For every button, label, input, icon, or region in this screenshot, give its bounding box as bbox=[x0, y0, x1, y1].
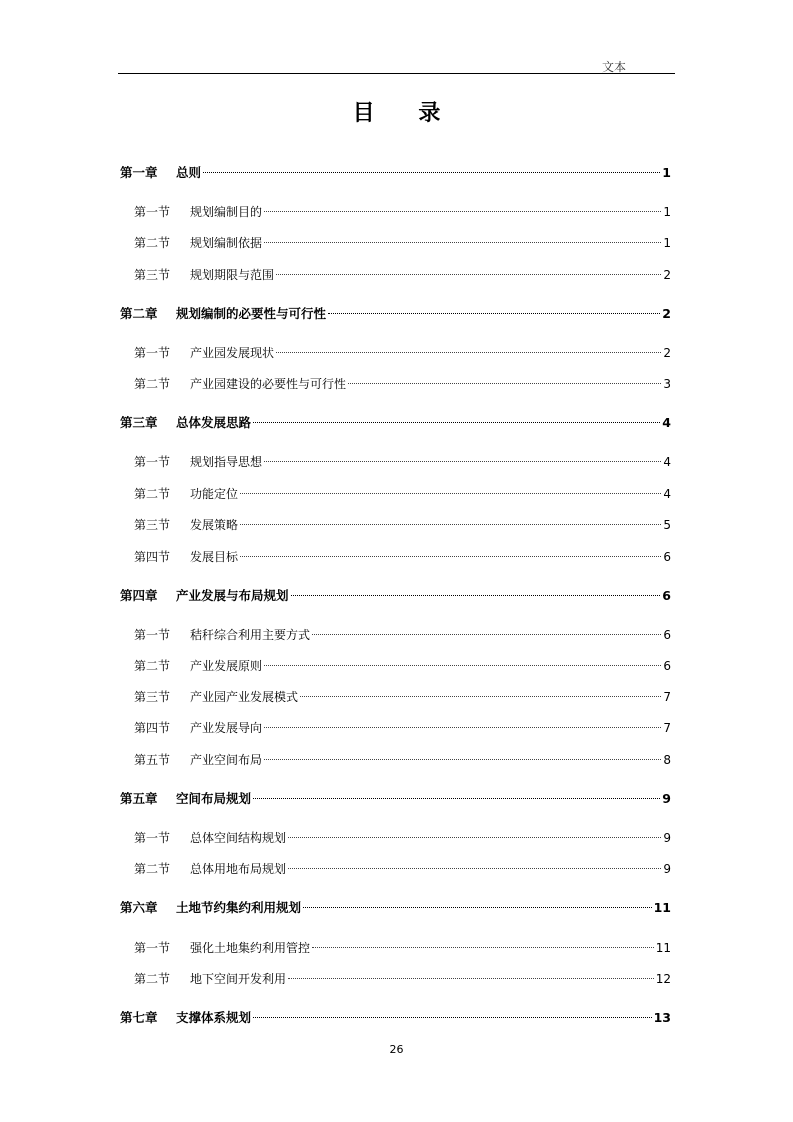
toc-dot-leader bbox=[291, 595, 661, 596]
toc-entry-page: 13 bbox=[653, 1010, 671, 1025]
toc-entry-label: 第三节 bbox=[134, 268, 171, 282]
toc-chapter-row[interactable] bbox=[120, 164, 671, 182]
toc-entry-label: 第一节 bbox=[134, 628, 171, 642]
toc-dot-leader bbox=[253, 1017, 652, 1018]
toc-dot-leader bbox=[264, 665, 661, 666]
toc-dot-leader bbox=[253, 798, 660, 799]
toc-entry-page: 5 bbox=[663, 518, 671, 532]
toc-entry-label: 第四章 bbox=[120, 588, 158, 603]
toc-title: 目 录 bbox=[352, 101, 459, 126]
toc-entry-label: 第一节 bbox=[134, 346, 171, 360]
toc-entry-title: 总则 bbox=[176, 165, 202, 180]
toc-entry-label: 第一节 bbox=[134, 455, 171, 469]
toc-dot-leader bbox=[264, 759, 661, 760]
toc-dot-leader bbox=[203, 172, 660, 173]
toc-entry-title: 功能定位 bbox=[190, 487, 239, 501]
toc-chapter-row[interactable] bbox=[120, 587, 671, 605]
toc-dot-leader bbox=[300, 696, 661, 697]
page-number: 26 bbox=[389, 1043, 404, 1056]
toc-entry-label: 第四节 bbox=[134, 550, 171, 564]
toc-dot-leader bbox=[288, 837, 661, 838]
toc-entry-page: 4 bbox=[662, 415, 671, 430]
toc-entry-page: 7 bbox=[663, 690, 671, 704]
toc-entry-title: 产业园发展现状 bbox=[190, 346, 275, 360]
toc-entry-page: 7 bbox=[663, 721, 671, 735]
toc-entry-title: 总体空间结构规划 bbox=[190, 831, 287, 845]
toc-entry-page: 2 bbox=[662, 306, 671, 321]
toc-dot-leader bbox=[312, 947, 654, 948]
toc-entry-page: 3 bbox=[663, 377, 671, 391]
toc-section-row[interactable] bbox=[134, 203, 671, 221]
toc-dot-leader bbox=[303, 907, 652, 908]
toc-entry-title: 支撑体系规划 bbox=[176, 1010, 252, 1025]
toc-chapter-row[interactable] bbox=[120, 414, 671, 432]
toc-entry-page: 4 bbox=[663, 487, 671, 501]
toc-dot-leader bbox=[240, 524, 661, 525]
toc-entry-label: 第二节 bbox=[134, 862, 171, 876]
toc-entry-page: 4 bbox=[663, 455, 671, 469]
toc-dot-leader bbox=[312, 634, 661, 635]
toc-entry-title: 产业园建设的必要性与可行性 bbox=[190, 377, 347, 391]
toc-chapter-row[interactable] bbox=[120, 790, 671, 808]
toc-section-row[interactable] bbox=[134, 970, 671, 988]
toc-entry-label: 第一节 bbox=[134, 831, 171, 845]
toc-dot-leader bbox=[264, 242, 661, 243]
toc-entry-page: 6 bbox=[663, 550, 671, 564]
toc-section-row[interactable] bbox=[134, 485, 671, 503]
toc-section-row[interactable] bbox=[134, 516, 671, 534]
toc-entry-label: 第二节 bbox=[134, 236, 171, 250]
toc-entry-title: 地下空间开发利用 bbox=[190, 972, 287, 986]
toc-section-row[interactable] bbox=[134, 453, 671, 471]
toc-dot-leader bbox=[264, 461, 661, 462]
toc-entry-label: 第三节 bbox=[134, 690, 171, 704]
toc-entry-title: 产业发展导向 bbox=[190, 721, 263, 735]
toc-section-row[interactable] bbox=[134, 626, 671, 644]
toc-entry-label: 第一章 bbox=[120, 165, 158, 180]
toc-entry-title: 秸秆综合利用主要方式 bbox=[190, 628, 311, 642]
header-label: 文本 bbox=[601, 60, 626, 74]
toc-section-row[interactable] bbox=[134, 234, 671, 252]
toc-chapter-row[interactable] bbox=[120, 305, 671, 323]
toc-section-row[interactable] bbox=[134, 939, 671, 957]
toc-chapter-row[interactable] bbox=[120, 1009, 671, 1027]
toc-dot-leader bbox=[264, 727, 661, 728]
toc-entry-label: 第二节 bbox=[134, 377, 171, 391]
toc-dot-leader bbox=[276, 352, 661, 353]
toc-entry-title: 规划期限与范围 bbox=[190, 268, 275, 282]
toc-entry-page: 6 bbox=[662, 588, 671, 603]
toc-dot-leader bbox=[240, 556, 661, 557]
toc-entry-label: 第三章 bbox=[120, 415, 158, 430]
toc-entry-title: 发展策略 bbox=[190, 518, 239, 532]
toc-entry-page: 11 bbox=[653, 900, 671, 915]
toc-section-row[interactable] bbox=[134, 688, 671, 706]
toc-entry-label: 第一节 bbox=[134, 205, 171, 219]
toc-entry-label: 第六章 bbox=[120, 900, 158, 915]
toc-entry-page: 1 bbox=[663, 236, 671, 250]
toc-entry-label: 第二节 bbox=[134, 659, 171, 673]
toc-section-row[interactable] bbox=[134, 719, 671, 737]
toc-entry-label: 第七章 bbox=[120, 1010, 158, 1025]
toc-dot-leader bbox=[288, 868, 661, 869]
toc-chapter-row[interactable] bbox=[120, 899, 671, 917]
toc-dot-leader bbox=[288, 978, 654, 979]
toc-entry-title: 产业空间布局 bbox=[190, 753, 263, 767]
toc-dot-leader bbox=[253, 422, 660, 423]
toc-entry-title: 产业园产业发展模式 bbox=[190, 690, 299, 704]
toc-dot-leader bbox=[240, 493, 661, 494]
toc-section-row[interactable] bbox=[134, 266, 671, 284]
toc-entry-title: 规划指导思想 bbox=[190, 455, 263, 469]
toc-entry-title: 规划编制的必要性与可行性 bbox=[176, 306, 327, 321]
toc-section-row[interactable] bbox=[134, 860, 671, 878]
toc-section-row[interactable] bbox=[134, 657, 671, 675]
toc-entry-title: 发展目标 bbox=[190, 550, 239, 564]
toc-entry-page: 8 bbox=[663, 753, 671, 767]
toc-entry-page: 9 bbox=[662, 791, 671, 806]
toc-entry-label: 第五章 bbox=[120, 791, 158, 806]
toc-entry-title: 规划编制依据 bbox=[190, 236, 263, 250]
toc-entry-title: 土地节约集约利用规划 bbox=[176, 900, 302, 915]
toc-entry-title: 强化土地集约利用管控 bbox=[190, 941, 311, 955]
toc-entry-label: 第三节 bbox=[134, 518, 171, 532]
toc-entry-label: 第二节 bbox=[134, 972, 171, 986]
toc-entry-page: 2 bbox=[663, 268, 671, 282]
toc-entry-page: 11 bbox=[655, 941, 671, 955]
toc-dot-leader bbox=[276, 274, 661, 275]
toc-entry-page: 1 bbox=[663, 205, 671, 219]
toc-section-row[interactable] bbox=[134, 751, 671, 769]
toc-dot-leader bbox=[328, 313, 660, 314]
toc-entry-title: 产业发展与布局规划 bbox=[176, 588, 289, 603]
toc-entry-label: 第二节 bbox=[134, 487, 171, 501]
toc-entry-title: 规划编制目的 bbox=[190, 205, 263, 219]
toc-entry-label: 第四节 bbox=[134, 721, 171, 735]
toc-dot-leader bbox=[348, 383, 661, 384]
toc-entry-page: 1 bbox=[662, 165, 671, 180]
toc-section-row[interactable] bbox=[134, 548, 671, 566]
toc-entry-page: 12 bbox=[655, 972, 671, 986]
toc-entry-label: 第五节 bbox=[134, 753, 171, 767]
toc-entry-page: 2 bbox=[663, 346, 671, 360]
toc-entry-title: 总体发展思路 bbox=[176, 415, 252, 430]
toc-entry-title: 总体用地布局规划 bbox=[190, 862, 287, 876]
toc-entry-page: 9 bbox=[663, 831, 671, 845]
toc-entry-title: 空间布局规划 bbox=[176, 791, 252, 806]
toc-entry-title: 产业发展原则 bbox=[190, 659, 263, 673]
toc-section-row[interactable] bbox=[134, 829, 671, 847]
toc-entry-page: 6 bbox=[663, 628, 671, 642]
toc-entry-page: 9 bbox=[663, 862, 671, 876]
toc-entry-label: 第一节 bbox=[134, 941, 171, 955]
toc-dot-leader bbox=[264, 211, 661, 212]
toc-entry-label: 第二章 bbox=[120, 306, 158, 321]
toc-entry-page: 6 bbox=[663, 659, 671, 673]
toc-section-row[interactable] bbox=[134, 344, 671, 362]
toc-section-row[interactable] bbox=[134, 375, 671, 393]
